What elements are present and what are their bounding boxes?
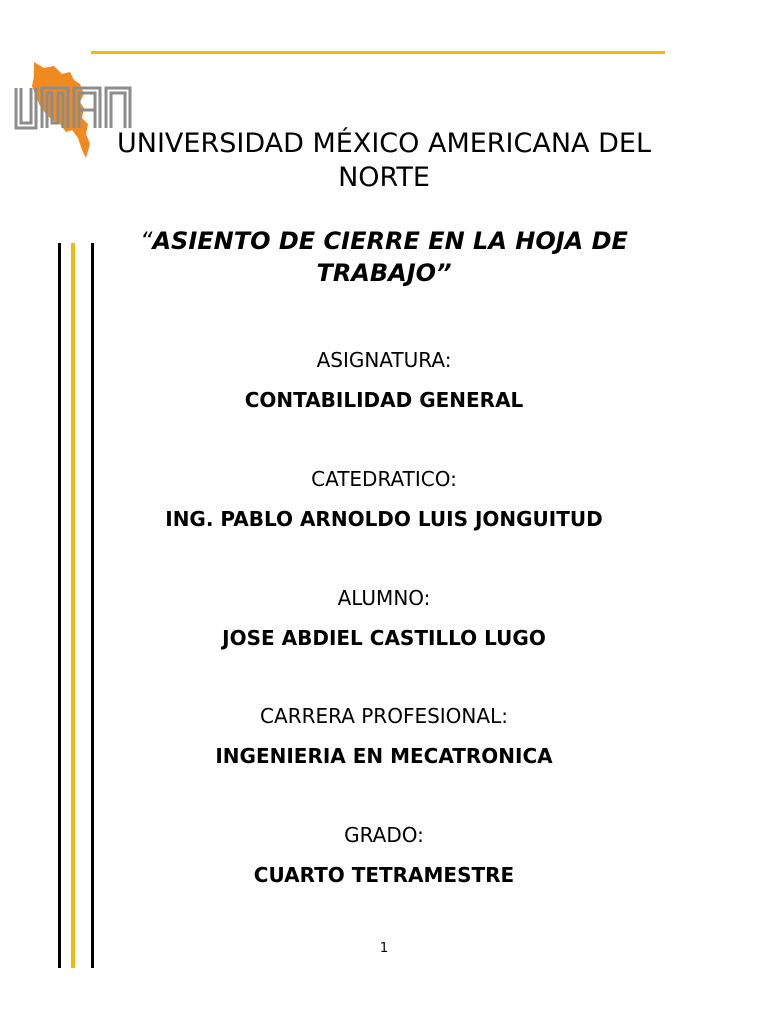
career-label: CARRERA PROFESIONAL: bbox=[260, 704, 508, 728]
document-title bbox=[100, 225, 668, 289]
grade-value: CUARTO TETRAMESTRE bbox=[253, 863, 515, 887]
document-title-open-quote: “ bbox=[140, 227, 153, 255]
top-decorative-rule bbox=[91, 51, 665, 54]
page-number: 1 bbox=[379, 941, 389, 956]
logo-text: UMAN bbox=[10, 58, 14, 59]
student-value: JOSE ABDIEL CASTILLO LUGO bbox=[222, 626, 546, 650]
university-name: UNIVERSIDAD MÉXICO AMERICANA DEL NORTE bbox=[117, 128, 651, 193]
professor-value: ING. PABLO ARNOLDO LUIS JONGUITUD bbox=[165, 507, 603, 531]
grade-label: GRADO: bbox=[344, 823, 424, 847]
student-label: ALUMNO: bbox=[337, 586, 431, 610]
logo-letter-u bbox=[16, 88, 36, 128]
professor-label: CATEDRATICO: bbox=[311, 467, 457, 491]
left-border-line-yellow bbox=[71, 243, 75, 968]
subject-value: CONTABILIDAD GENERAL bbox=[244, 388, 524, 412]
career-value: INGENIERIA EN MECATRONICA bbox=[215, 744, 553, 768]
subject-label: ASIGNATURA: bbox=[316, 348, 452, 372]
logo-letter-a bbox=[74, 88, 100, 128]
left-border-line-black bbox=[58, 243, 61, 968]
document-title-text: ASIENTO DE CIERRE EN LA HOJA DE TRABAJO” bbox=[152, 227, 628, 287]
logo-letter-n bbox=[106, 88, 130, 128]
